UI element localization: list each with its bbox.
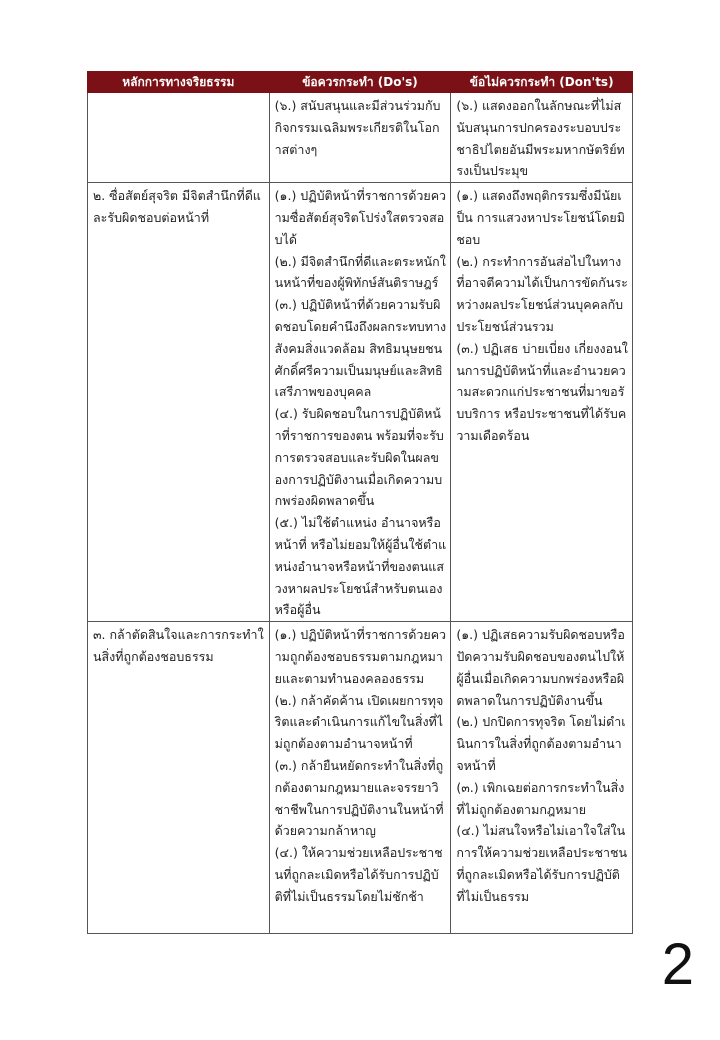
dos-item: (๒.) มีจิตสำนึกที่ดีและตระหนักในหน้าที่ของผู้พิทักษ์สันติราษฎร์ (274, 253, 446, 291)
table-header-row (88, 72, 633, 93)
table-row (88, 183, 633, 622)
table-row (88, 622, 633, 934)
donts-item: (๑.) แสดงถึงพฤติกรรมซึ่งมีนัยเป็น การแสวงหาประโยชน์โดยมิชอบ (456, 188, 625, 247)
table-body (88, 93, 633, 934)
dos-item: (๖.) สนับสนุนและมีส่วนร่วมกับกิจกรรมเฉลิมพระเกียรติในโอกาสต่างๆ (274, 98, 441, 157)
cell-principle (88, 93, 270, 183)
ethics-table (87, 71, 633, 934)
donts-item: (๖.) แสดงออกในลักษณะที่ไม่สนับสนุนการปกครองระบอบประชาธิปไตยอันมีพระมหากษัตริย์ทรงเป็นประมุข (456, 98, 625, 179)
donts-item: (๔.) ไม่สนใจหรือไม่เอาใจใส่ในการให้ความช่วยเหลือประชาชนที่ถูกละเมิดหรือได้รับการปฏิบัติที่ไม่เป็นธรรม (456, 823, 627, 904)
donts-item: (๓.) ปฏิเสธ บ่ายเบี่ยง เกี่ยงงอนในการปฏิบัติหน้าที่และอำนวยความสะดวกแก่ประชาชนที่มาขอรับบริการ หรือประชาชนที่ได้รับความเดือดร้อน (456, 340, 628, 443)
dos-item: (๑.) ปฏิบัติหน้าที่ราชการด้วยความซื่อสัตย์สุจริตโปร่งใสตรวจสอบได้ (274, 188, 447, 247)
dos-item: (๓.) ปฏิบัติหน้าที่ด้วยความรับผิดชอบโดยคำนึงถึงผลกระทบทางสังคมสิ่งแวดล้อม สิทธิมนุษยชน ศักดิ์ศรีความเป็นมนุษย์และสิทธิเสรีภาพของบุคคล (274, 297, 447, 400)
donts-item: (๒.) กระทำการอันส่อไปในทางที่อาจตีความได้เป็นการขัดกันระหว่างผลประโยชน์ส่วนบุคคลกับประโยชน์ส่วนรวม (456, 253, 628, 334)
cell-principle (88, 183, 270, 622)
cell-dos (269, 622, 451, 934)
header-principle: หลักการทางจริยธรรม (88, 72, 270, 93)
cell-principle (88, 622, 270, 934)
dos-item: (๑.) ปฏิบัติหน้าที่ราชการด้วยความถูกต้องชอบธรรมตามกฎหมายและตามทำนองคลองธรรม (274, 627, 447, 686)
dos-item: (๔.) รับผิดชอบในการปฏิบัติหน้าที่ราชการของตน พร้อมที่จะรับการตรวจสอบและรับผิดในผลของการปฏิบัติงานเมื่อเกิดความบกพร่องผิดพลาดขึ้น (274, 406, 444, 509)
cell-dos (269, 93, 451, 183)
principle-item: ๓. กล้าตัดสินใจและการกระทำในสิ่งที่ถูกต้องชอบธรรม (93, 627, 264, 664)
dos-item: (๒.) กล้าคัดค้าน เปิดเผยการทุจริตและดำเนินการแก้ไขในสิ่งที่ไม่ถูกต้องตามอำนาจหน้าที่ (274, 692, 444, 752)
donts-item: (๒.) ปกปิดการทุจริต โดยไม่ดำเนินการในสิ่งที่ถูกต้องตามอำนาจหน้าที่ (456, 714, 626, 773)
header-dos: ข้อควรกระทำ (Do's) (269, 72, 451, 93)
dos-item: (๓.) กล้ายืนหยัดกระทำในสิ่งที่ถูกต้องตามกฎหมายและจรรยาวิชาชีพในการปฏิบัติงานในหน้าที่ด้วยความกล้าหาญ (274, 757, 444, 839)
page-number: 2 (661, 932, 694, 997)
donts-item: (๓.) เพิกเฉยต่อการกระทำในสิ่งที่ไม่ถูกต้องตามกฎหมาย (456, 779, 625, 817)
dos-item: (๕.) ไม่ใช้ตำแหน่ง อำนาจหรือหน้าที่ หรือไม่ยอมให้ผู้อื่นใช้ตำแหน่งอำนาจหรือหน้าที่ของตนแสวงหาผลประโยชน์สำหรับตนเองหรือผู้อื่น (274, 515, 447, 618)
header-donts: ข้อไม่ควรกระทำ (Don'ts) (451, 72, 633, 93)
donts-item: (๑.) ปฏิเสธความรับผิดชอบหรือปัดความรับผิดชอบของตนไปให้ผู้อื่นเมื่อเกิดความบกพร่องหรือผิดพลาดในการปฏิบัติงานขึ้น (456, 627, 625, 708)
dos-item: (๔.) ให้ความช่วยเหลือประชาชนที่ถูกละเมิดหรือได้รับการปฏิบัติที่ไม่เป็นธรรมโดยไม่ชักช้า (274, 845, 443, 904)
cell-donts (451, 183, 633, 622)
principle-item: ๒. ซื่อสัตย์สุจริต มีจิตสำนึกที่ดีและรับผิดชอบต่อหน้าที่ (93, 188, 261, 225)
table-row (88, 93, 633, 183)
cell-dos (269, 183, 451, 622)
cell-donts (451, 93, 633, 183)
cell-donts (451, 622, 633, 934)
